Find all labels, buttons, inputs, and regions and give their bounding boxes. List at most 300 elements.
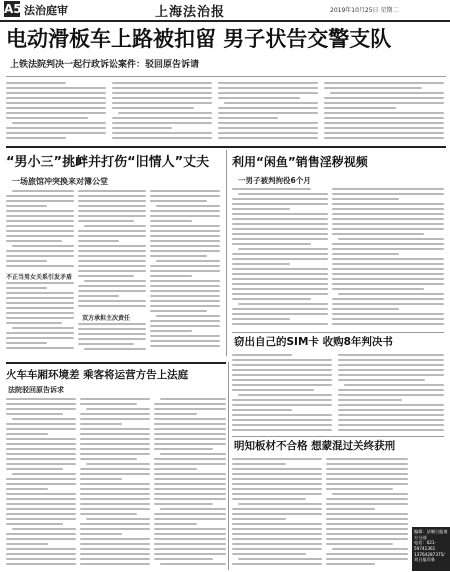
- body-text-line: [154, 548, 226, 550]
- publisher-line-1: 编辑：法制日报南方分部: [414, 529, 448, 540]
- body-text-line: [6, 112, 106, 114]
- body-text-line: [154, 468, 197, 470]
- body-text-line: [232, 218, 328, 220]
- body-text-line: [232, 429, 332, 431]
- body-text-line: [84, 348, 146, 350]
- body-text-line: [332, 218, 444, 220]
- section-title: 法治庭审: [24, 4, 68, 17]
- body-text-line: [232, 424, 332, 426]
- body-text-line: [78, 265, 146, 267]
- body-text-line: [218, 87, 318, 89]
- body-text-line: [6, 307, 74, 309]
- body-text-line: [150, 265, 220, 267]
- body-text-line: [326, 473, 408, 475]
- body-text-line: [326, 558, 408, 560]
- body-text-line: [154, 518, 226, 520]
- body-text-line: [332, 193, 444, 195]
- body-text-line: [232, 263, 290, 265]
- body-text-line: [6, 468, 63, 470]
- body-text-line: [232, 548, 322, 550]
- body-text-line: [338, 424, 444, 426]
- body-text-line: [232, 288, 328, 290]
- body-text-line: [6, 137, 66, 139]
- body-text-line: [78, 275, 134, 277]
- body-text-line: [6, 498, 76, 500]
- body-text-line: [332, 493, 408, 495]
- body-text-line: [326, 538, 408, 540]
- body-text-line: [6, 563, 76, 565]
- body-text-line: [154, 463, 226, 465]
- body-text-line: [6, 337, 74, 339]
- body-text-line: [6, 488, 48, 490]
- body-text-line: [332, 198, 399, 200]
- page-letter: A5: [4, 2, 22, 16]
- body-text-line: [78, 245, 146, 247]
- body-text-line: [6, 463, 76, 465]
- xianyu-subhead: 一男子被判拘役6个月: [238, 176, 311, 185]
- body-text-line: [232, 518, 286, 520]
- body-text-line: [338, 354, 444, 356]
- body-text-line: [232, 498, 306, 500]
- body-text-line: [232, 354, 292, 356]
- body-text-line: [238, 558, 322, 560]
- lead-body-col4: [324, 82, 444, 142]
- body-text-line: [324, 97, 444, 99]
- body-text-line: [232, 384, 332, 386]
- body-text-line: [78, 343, 134, 345]
- body-text-line: [80, 493, 150, 495]
- body-text-line: [80, 398, 150, 400]
- body-text-line: [232, 379, 332, 381]
- body-text-line: [232, 543, 322, 545]
- body-text-line: [112, 92, 212, 94]
- body-text-line: [232, 513, 322, 515]
- body-text-line: [78, 255, 146, 257]
- train-headline: 火车车厢环境差 乘客将运营方告上法庭: [6, 369, 189, 381]
- body-text-line: [154, 403, 226, 405]
- body-text-line: [232, 533, 322, 535]
- body-text-line: [6, 265, 74, 267]
- body-text-line: [338, 364, 444, 366]
- body-text-line: [6, 448, 76, 450]
- body-text-line: [332, 303, 444, 305]
- body-text-line: [6, 503, 76, 505]
- body-text-line: [80, 458, 137, 460]
- body-text-line: [154, 488, 226, 490]
- body-text-line: [118, 112, 212, 114]
- body-text-line: [232, 233, 328, 235]
- body-text-line: [338, 414, 444, 416]
- body-text-line: [112, 87, 212, 89]
- body-text-line: [80, 468, 150, 470]
- body-text-line: [6, 97, 106, 99]
- body-text-line: [6, 523, 63, 525]
- body-text-line: [232, 488, 322, 490]
- body-text-line: [154, 498, 226, 500]
- board-headline: 明知板材不合格 想蒙混过关终获刑: [234, 440, 396, 452]
- body-text-line: [150, 200, 207, 202]
- body-text-line: [6, 453, 76, 455]
- body-text-line: [80, 563, 150, 565]
- body-text-line: [150, 245, 220, 247]
- body-text-line: [326, 533, 408, 535]
- body-text-line: [78, 290, 146, 292]
- body-text-line: [150, 220, 192, 222]
- body-text-line: [6, 92, 106, 94]
- body-text-line: [150, 290, 220, 292]
- body-text-line: [78, 295, 119, 297]
- body-text-line: [112, 117, 212, 119]
- body-text-line: [6, 312, 74, 314]
- body-text-line: [332, 243, 444, 245]
- body-text-line: [332, 258, 444, 260]
- body-text-line: [112, 132, 212, 134]
- body-text-line: [332, 188, 444, 190]
- body-text-line: [6, 428, 76, 430]
- issue-date: 2019年10月25日 星期二: [330, 7, 399, 14]
- xiaosan-subhead: 一场旅馆冲突换来对簿公堂: [12, 177, 108, 186]
- body-text-line: [232, 458, 322, 460]
- body-text-line: [154, 433, 226, 435]
- lead-rule: [6, 76, 446, 77]
- body-text-line: [232, 313, 328, 315]
- body-text-line: [6, 433, 48, 435]
- body-text-line: [6, 538, 76, 540]
- publisher-line-2: 电话：021-59741361: [414, 540, 437, 552]
- body-text-line: [150, 295, 220, 297]
- body-text-line: [154, 438, 226, 440]
- body-text-line: [6, 553, 76, 555]
- publisher-info-box: [412, 527, 450, 571]
- xiaosan-inner-head-1: 不正当男女关系引发矛盾: [6, 274, 73, 281]
- train-body-col3: [154, 398, 226, 568]
- body-text-line: [6, 443, 76, 445]
- body-text-line: [6, 458, 76, 460]
- body-text-line: [80, 418, 150, 420]
- body-text-line: [232, 414, 332, 416]
- body-text-line: [332, 213, 444, 215]
- body-text-line: [6, 282, 74, 284]
- sim-body-col2: [338, 354, 444, 434]
- body-text-line: [232, 409, 292, 411]
- body-text-line: [338, 369, 444, 371]
- body-text-line: [338, 374, 444, 376]
- body-text-line: [6, 518, 76, 520]
- body-text-line: [150, 240, 220, 242]
- body-text-line: [332, 223, 444, 225]
- body-text-line: [324, 137, 444, 139]
- lead-headline: 电动滑板车上路被扣留 男子状告交警支队: [6, 27, 392, 51]
- body-text-line: [6, 117, 88, 119]
- body-text-line: [6, 297, 74, 299]
- body-text-line: [6, 260, 47, 262]
- body-text-line: [332, 233, 424, 235]
- body-text-line: [154, 528, 226, 530]
- body-text-line: [6, 127, 106, 129]
- body-text-line: [6, 220, 74, 222]
- body-text-line: [12, 418, 76, 420]
- body-text-line: [326, 478, 408, 480]
- newspaper-logo: 上海法治报: [155, 5, 226, 20]
- xiaosan-body-col1: [6, 190, 74, 270]
- body-text-line: [154, 543, 226, 545]
- body-text-line: [332, 548, 408, 550]
- body-text-line: [6, 210, 74, 212]
- body-text-line: [154, 473, 226, 475]
- body-text-line: [154, 513, 226, 515]
- body-text-line: [80, 523, 150, 525]
- body-text-line: [6, 250, 74, 252]
- body-text-line: [80, 503, 150, 505]
- body-text-line: [232, 223, 328, 225]
- column-divider-2: [228, 362, 229, 570]
- body-text-line: [80, 483, 150, 485]
- sim-headline: 窃出自己的SIM卡 收购8年判决书: [234, 336, 393, 348]
- body-text-line: [150, 310, 207, 312]
- body-text-line: [12, 327, 74, 329]
- body-text-line: [232, 473, 322, 475]
- body-text-line: [86, 518, 150, 520]
- body-text-line: [332, 283, 444, 285]
- body-text-line: [324, 117, 444, 119]
- body-text-line: [12, 528, 76, 530]
- body-text-line: [12, 245, 74, 247]
- body-text-line: [232, 213, 328, 215]
- body-text-line: [332, 208, 444, 210]
- body-text-line: [154, 408, 226, 410]
- body-text-line: [338, 359, 444, 361]
- body-text-line: [154, 428, 226, 430]
- body-text-line: [6, 347, 74, 349]
- body-text-line: [80, 443, 150, 445]
- body-text-line: [232, 208, 290, 210]
- body-text-line: [332, 228, 444, 230]
- body-text-line: [332, 203, 444, 205]
- body-text-line: [78, 260, 146, 262]
- body-text-line: [232, 293, 328, 295]
- body-text-line: [80, 413, 150, 415]
- body-text-line: [232, 369, 332, 371]
- body-text-line: [232, 399, 332, 401]
- body-text-line: [154, 503, 213, 505]
- body-text-line: [6, 102, 106, 104]
- body-text-line: [6, 107, 106, 109]
- body-text-line: [154, 413, 197, 415]
- body-text-line: [218, 137, 318, 139]
- body-text-line: [156, 205, 220, 207]
- body-text-line: [6, 292, 74, 294]
- body-text-line: [326, 518, 408, 520]
- lead-subhead: 上铁法院判决一起行政诉讼案件：驳回原告诉请: [10, 60, 200, 70]
- body-text-line: [80, 513, 137, 515]
- body-text-line: [6, 493, 76, 495]
- body-text-line: [332, 278, 444, 280]
- body-text-line: [150, 345, 220, 347]
- body-text-line: [218, 107, 318, 109]
- body-text-line: [6, 322, 62, 324]
- column-divider-1: [226, 150, 227, 356]
- body-text-line: [6, 438, 76, 440]
- body-text-line: [338, 409, 444, 411]
- body-text-line: [86, 463, 150, 465]
- body-text-line: [160, 508, 226, 510]
- body-text-line: [150, 300, 220, 302]
- body-text-line: [232, 268, 328, 270]
- body-text-line: [154, 523, 197, 525]
- body-text-line: [112, 82, 212, 84]
- body-text-line: [78, 215, 146, 217]
- body-text-line: [232, 318, 290, 320]
- body-text-line: [332, 308, 399, 310]
- body-text-line: [112, 102, 212, 104]
- body-text-line: [324, 112, 444, 114]
- body-text-line: [6, 317, 74, 319]
- body-text-line: [78, 305, 146, 307]
- body-text-line: [218, 82, 318, 84]
- body-text-line: [332, 288, 424, 290]
- body-text-line: [218, 112, 318, 114]
- body-text-line: [150, 255, 207, 257]
- body-text-line: [78, 270, 146, 272]
- body-text-line: [6, 255, 74, 257]
- body-text-line: [238, 394, 332, 396]
- lead-body-col1: [6, 82, 106, 142]
- body-text-line: [6, 332, 74, 334]
- body-text-line: [326, 553, 408, 555]
- body-text-line: [338, 379, 425, 381]
- body-text-line: [232, 404, 332, 406]
- body-text-line: [332, 323, 444, 325]
- body-text-line: [6, 82, 66, 84]
- section-divider-2: [6, 362, 226, 364]
- body-text-line: [232, 308, 328, 310]
- body-text-line: [332, 318, 444, 320]
- body-text-line: [150, 340, 220, 342]
- lead-body-col3: [218, 82, 318, 142]
- body-text-line: [6, 200, 74, 202]
- body-text-line: [232, 273, 328, 275]
- body-text-line: [6, 483, 76, 485]
- body-text-line: [160, 453, 226, 455]
- body-text-line: [150, 210, 220, 212]
- body-text-line: [324, 122, 444, 124]
- body-text-line: [12, 190, 74, 192]
- body-text-line: [80, 558, 150, 560]
- body-text-line: [80, 453, 150, 455]
- body-text-line: [6, 87, 106, 89]
- body-text-line: [80, 473, 150, 475]
- body-text-line: [6, 533, 76, 535]
- xiaosan-headline: “男小三”挑衅并打伤“旧情人”丈夫: [6, 155, 210, 170]
- body-text-line: [6, 240, 62, 242]
- body-text-line: [6, 195, 74, 197]
- body-text-line: [80, 548, 150, 550]
- body-text-line: [6, 478, 76, 480]
- xiaosan-body-col1b: [6, 282, 74, 352]
- body-text-line: [80, 488, 150, 490]
- body-text-line: [150, 285, 220, 287]
- body-text-line: [338, 404, 444, 406]
- body-text-line: [6, 558, 76, 560]
- body-text-line: [232, 523, 322, 525]
- body-text-line: [232, 463, 286, 465]
- body-text-line: [218, 92, 318, 94]
- body-text-line: [238, 248, 328, 250]
- body-text-line: [344, 384, 444, 386]
- body-text-line: [80, 533, 122, 535]
- body-text-line: [332, 268, 444, 270]
- body-text-line: [150, 275, 192, 277]
- body-text-line: [78, 338, 146, 340]
- body-text-line: [112, 107, 194, 109]
- body-text-line: [232, 364, 332, 366]
- body-text-line: [232, 228, 328, 230]
- body-text-line: [6, 408, 76, 410]
- body-text-line: [232, 419, 332, 421]
- body-text-line: [150, 250, 220, 252]
- body-text-line: [78, 328, 146, 330]
- body-text-line: [150, 305, 220, 307]
- body-text-line: [324, 127, 444, 129]
- body-text-line: [154, 493, 226, 495]
- body-text-line: [6, 205, 47, 207]
- body-text-line: [232, 283, 328, 285]
- body-text-line: [78, 230, 146, 232]
- body-text-line: [238, 193, 328, 195]
- body-text-line: [326, 543, 393, 545]
- body-text-line: [112, 122, 212, 124]
- xiaosan-body-col2b: [78, 323, 146, 353]
- body-text-line: [326, 503, 408, 505]
- body-text-line: [6, 403, 76, 405]
- body-text-line: [6, 302, 74, 304]
- body-text-line: [154, 478, 226, 480]
- body-text-line: [78, 220, 134, 222]
- body-text-line: [160, 563, 226, 565]
- body-text-line: [324, 82, 444, 84]
- body-text-line: [338, 394, 444, 396]
- body-text-line: [232, 198, 328, 200]
- body-text-line: [154, 558, 213, 560]
- body-text-line: [6, 548, 76, 550]
- body-text-line: [332, 263, 444, 265]
- body-text-line: [80, 403, 137, 405]
- body-text-line: [150, 230, 220, 232]
- body-text-line: [6, 230, 74, 232]
- body-text-line: [326, 508, 375, 510]
- body-text-line: [150, 330, 192, 332]
- body-text-line: [218, 122, 318, 124]
- body-text-line: [78, 240, 119, 242]
- train-subhead: 法院驳回原告诉求: [8, 386, 64, 394]
- body-text-line: [232, 528, 322, 530]
- body-text-line: [218, 97, 300, 99]
- board-body-col1: [232, 458, 322, 568]
- body-text-line: [154, 418, 226, 420]
- body-text-line: [324, 87, 422, 89]
- body-text-line: [326, 483, 408, 485]
- body-text-line: [78, 200, 146, 202]
- body-text-line: [78, 205, 146, 207]
- body-text-line: [156, 315, 220, 317]
- body-text-line: [232, 298, 311, 300]
- body-text-line: [80, 433, 150, 435]
- body-text-line: [80, 528, 150, 530]
- body-text-line: [112, 127, 172, 129]
- body-text-line: [84, 280, 146, 282]
- body-text-line: [232, 553, 306, 555]
- body-text-line: [154, 423, 226, 425]
